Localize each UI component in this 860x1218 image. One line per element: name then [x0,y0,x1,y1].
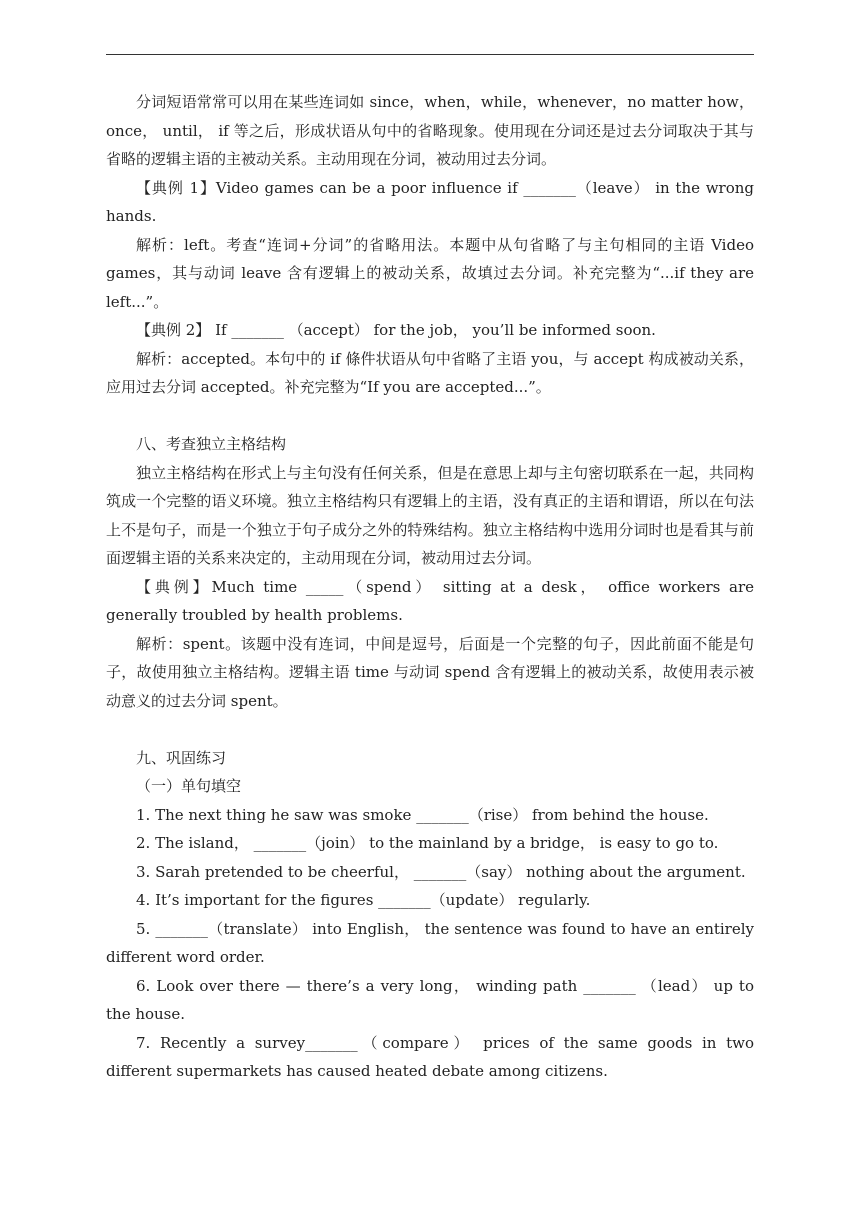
exercise-item-3: 3. Sarah pretended to be cheerful， _______（say） nothing about the argument. [136,862,746,881]
exercise-item-6: 6. Look over there — there’s a very long， winding path _______ （lead） up to the house. [106,976,754,1023]
section-8-analysis: 解析：spent。该题中没有连词，中间是逗号，后面是一个完整的句子，因此前面不能是句子，故使用独立主格结构。逻辑主语 time 与动词 spend 含有逻辑上的被动关系，故使用表示被动意义的过去分词 spent。 [106,634,754,710]
exercise-item-2: 2. The island， _______（join） to the mainland by a bridge， is easy to go to. [136,834,719,852]
section-9-heading: 九、巩固练习 [136,748,227,767]
exercise-item-7: 7. Recently a survey_______（compare） prices of the same goods in two different supermarkets has caused heated debate among citizens. [106,1033,754,1080]
exercise-item-1: 1. The next thing he saw was smoke _______（rise） from behind the house. [136,805,709,824]
header-rule [106,54,754,55]
exercise-item-5: 5. _______（translate） into English， the sentence was found to have an entirely different word order. [106,919,754,966]
exercise-item-4: 4. It’s important for the figures _______（update） regularly. [136,891,591,909]
example-1-analysis: 解析：left。考查“连词+分词”的省略用法。本题中从句省略了与主句相同的主语 Video games，其与动词 leave 含有逻辑上的被动关系，故填过去分词。补充完整为“...if they are left...”。 [106,235,754,311]
section-8-heading: 八、考查独立主格结构 [136,435,287,453]
blank-line [106,402,754,431]
exercise-subheading: （一）单句填空 [136,777,242,795]
section-8-example: 【典例】Much time _____（spend） sitting at a desk， office workers are generally troubled by health problems. [106,577,754,624]
document-body [106,88,754,1086]
example-2-analysis: 解析：accepted。本句中的 if 條件状语从句中省略了主语 you，与 accept 构成被动关系，应用过去分词 accepted。补充完整为“If you are accepted...”。 [106,349,754,396]
example-1-question: 【典例 1】Video games can be a poor influence if _______（leave） in the wrong hands. [106,178,754,225]
intro-paragraph: 分词短语常常可以用在某些连词如 since，when，while，whenever，no matter how，once， until， if 等之后，形成状语从句中的省略现象。使用现在分词还是过去分词取决于其与省略的逻辑主语的主被动关系。主动用现在分词，被动用过去分词。 [106,93,754,168]
example-2-question: 【典例 2】 If _______ （accept） for the job， you’ll be informed soon. [136,321,656,339]
section-8-explanation: 独立主格结构在形式上与主句没有任何关系，但是在意思上却与主句密切联系在一起，共同构筑成一个完整的语义环境。独立主格结构只有逻辑上的主语，没有真正的主语和谓语，所以在句法上不是句子，而是一个独立于句子成分之外的特殊结构。独立主格结构中选用分词时也是看其与前面逻辑主语的关系来决定的，主动用现在分词，被动用过去分词。 [106,463,754,567]
blank-line [106,715,754,744]
